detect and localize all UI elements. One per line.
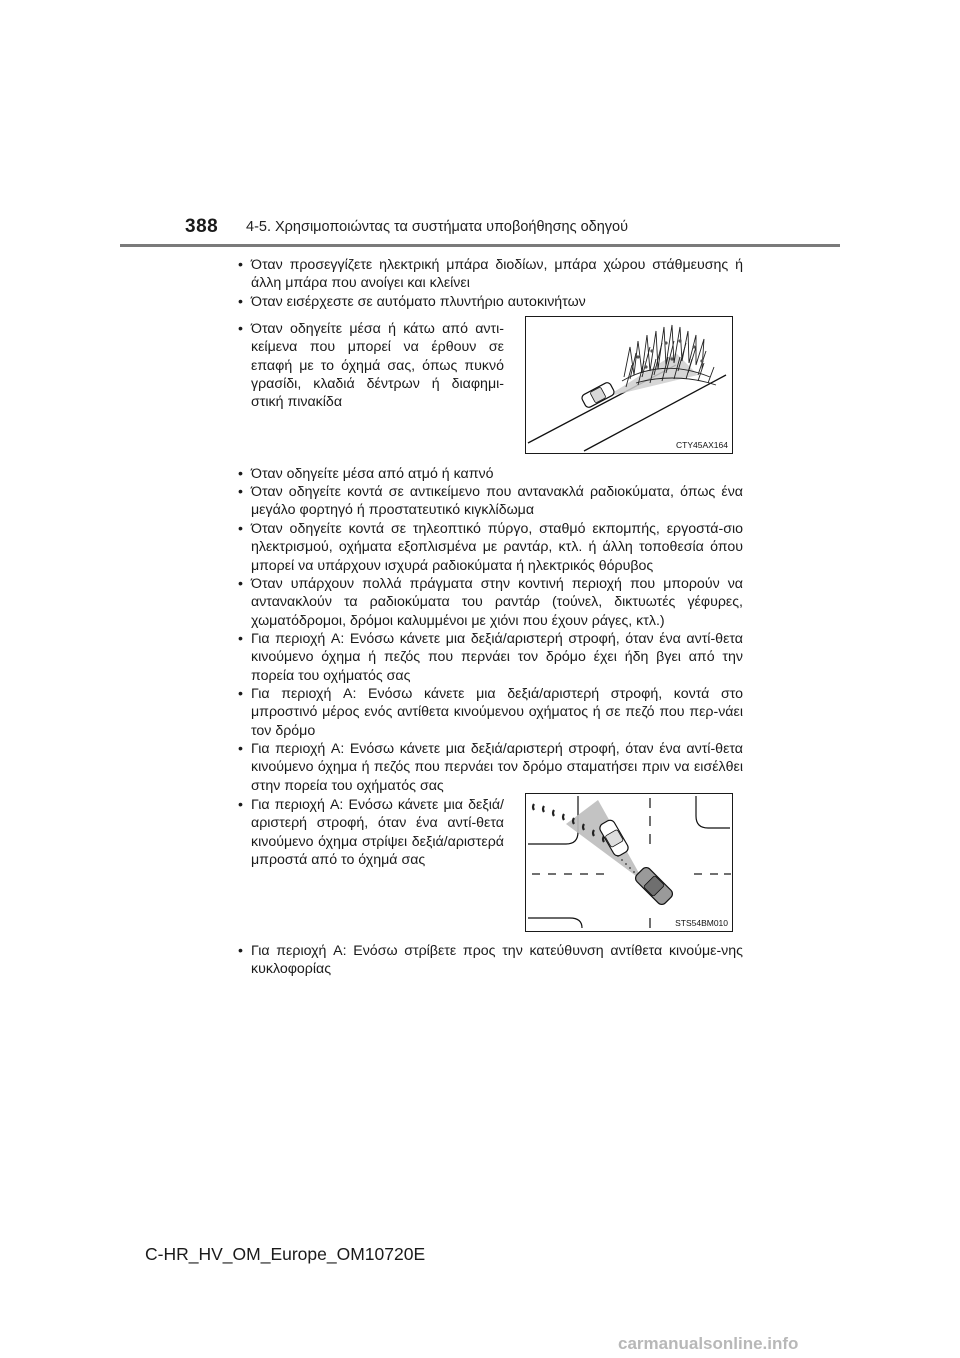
list-item [238,575,743,630]
list-item [238,483,743,520]
header-divider [120,244,840,247]
list-item-text: Για περιοχή A: Ενόσω κάνετε μια δεξιά/αριστερή στροφή, όταν ένα αντί-θετα κινούμενο όχημα ή πεζός που περνάει τον δρόμο σταματήσει πριν να εισέλθει στην πορεία του οχήματός σας [251,741,743,794]
bullet-icon: • [238,294,243,310]
list-item [238,740,743,795]
bullet-icon: • [238,521,243,537]
list-item [238,630,743,685]
list-item-text: Όταν οδηγείτε κοντά σε αντικείμενο που αντανακλά ραδιοκύματα, όπως ένα μεγάλο φορτηγό ή προστατευτικό κιγκλίδωμα [251,484,743,519]
list-item-text: Για περιοχή A: Ενόσω κάνετε μια δεξιά/αριστερή στροφή, όταν ένα αντί-θετα κινούμενο όχημα ή πεζός που περνάει τον δρόμο έχει ήδη βγει από την πορεία του οχήματός σας [251,631,743,684]
figure-vegetation [525,316,733,454]
list-item [238,685,743,740]
bullet-icon: • [238,321,243,337]
page-number: 388 [185,216,219,237]
bullet-icon: • [238,576,243,592]
list-item-text: Όταν οδηγείτε μέσα ή κάτω από αντι-κείμενα που μπορεί να έρθουν σε επαφή με το όχημά σας, όπως πυκνό γρασίδι, κλαδιά δέντρων ή διαφημι-στική πινακίδα [251,321,504,411]
list-item [238,942,743,979]
document-id: C-HR_HV_OM_Europe_OM10720E [145,1244,426,1264]
vegetation-illustration [526,317,732,453]
bullet-icon: • [238,466,243,482]
list-item-text: Όταν προσεγγίζετε ηλεκτρική μπάρα διοδίων, μπάρα χώρου στάθμευσης ή άλλη μπάρα που ανοίγει και κλείνει [251,257,743,292]
list-item [238,520,743,575]
bullet-icon: • [238,257,243,273]
intersection-illustration [526,794,732,931]
list-item [238,256,743,293]
list-item-text: Όταν υπάρχουν πολλά πράγματα στην κοντινή περιοχή που μπορούν να αντανακλούν τα ραδιοκύματα του ραντάρ (τούνελ, δικτυωτές γέφυρες, χωματόδρομοι, δρόμοι καλυμμένοι με χιόνι που έχουν ράγες, κτλ.) [251,576,743,629]
bullet-icon: • [238,631,243,647]
list-item-text: Για περιοχή A: Ενόσω στρίβετε προς την κατεύθυνση αντίθετα κινούμε-νης κυκλοφορίας [251,943,743,978]
bullet-icon: • [238,797,243,813]
list-item [238,796,504,869]
figure-code: CTY45AX164 [676,440,728,450]
figure-intersection [525,793,733,932]
bullet-icon: • [238,741,243,757]
list-item-text: Για περιοχή A: Ενόσω κάνετε μια δεξιά/αριστερή στροφή, κοντά στο μπροστινό μέρος ενός αντίθετα κινούμενου οχήματος ή σε πεζό που περ-νάει τον δρόμο [251,686,743,739]
bullet-icon: • [238,943,243,959]
list-item-text: Για περιοχή A: Ενόσω κάνετε μια δεξιά/αριστερή στροφή, όταν ένα αντί-θετα κινούμενο όχημα στρίψει δεξιά/αριστερά μπροστά από το όχημά σας [251,797,504,868]
list-item [238,320,504,411]
list-item-text: Όταν οδηγείτε μέσα από ατμό ή καπνό [251,466,494,482]
list-item-text: Όταν οδηγείτε κοντά σε τηλεοπτικό πύργο, σταθμό εκπομπής, εργοστά-σιο ηλεκτρισμού, οχήματα εξοπλισμένα με ραντάρ, κτλ. ή άλλη τοποθεσία όπου μπορεί να υπάρχουν ισχυρά ραδιοκύματα ή ηλεκτρικός θόρυβος [251,521,743,574]
list-item [238,293,743,311]
list-item [238,465,743,483]
section-title: 4-5. Χρησιμοποιώντας τα συστήματα υποβοήθησης οδηγού [246,219,629,235]
bullet-icon: • [238,484,243,500]
figure-code: STS54BM010 [675,918,728,928]
list-item-text: Όταν εισέρχεστε σε αυτόματο πλυντήριο αυτοκινήτων [251,294,586,310]
bullet-icon: • [238,686,243,702]
watermark: carmanualsonline.info [618,1334,799,1353]
